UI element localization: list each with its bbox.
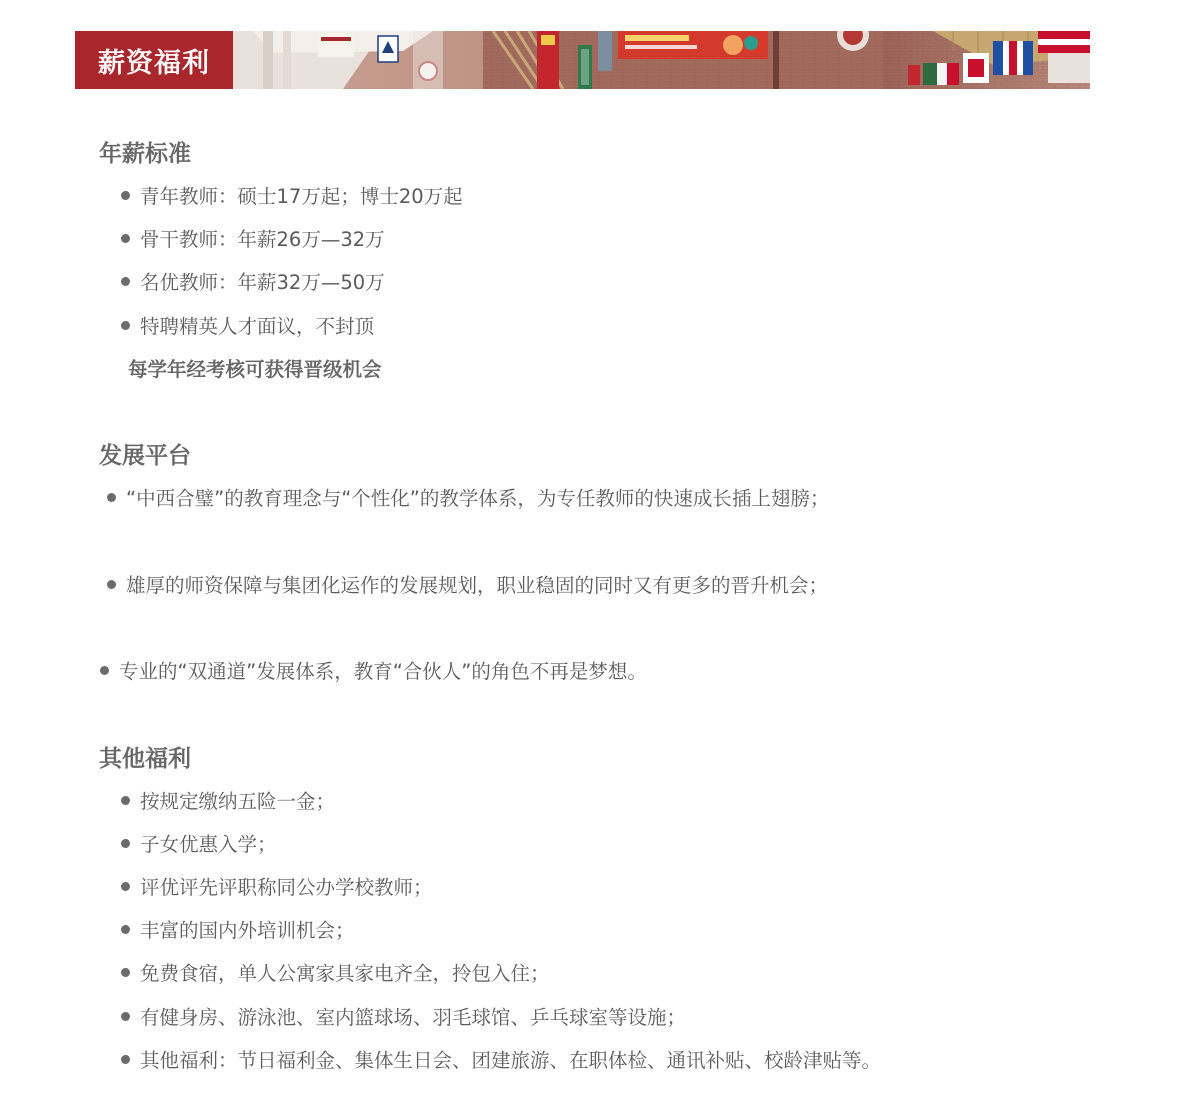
promotion-note: 每学年经考核可获得晋级机会: [128, 358, 382, 381]
bullet-icon: [121, 968, 130, 977]
list-item: [121, 270, 385, 296]
bullet-icon: [100, 666, 109, 675]
banner-photo: [233, 31, 1090, 89]
list-item-text: 评优评先评职称同公办学校教师；: [140, 876, 433, 899]
header-banner: [75, 31, 1090, 89]
list-item: [121, 1005, 686, 1031]
list-item: [121, 1048, 881, 1074]
list-item-text: “中西合璧”的教育理念与“个性化”的教学体系，为专任教师的快速成长插上翅膀；: [126, 487, 830, 510]
list-item-text: 有健身房、游泳池、室内篮球场、羽毛球馆、乒乓球室等设施；: [140, 1006, 687, 1029]
list-item: [121, 832, 277, 858]
list-item-text: 骨干教师：年薪26万—32万: [140, 228, 385, 251]
list-item: [107, 573, 828, 599]
section-title-benefits: 其他福利: [99, 746, 191, 772]
banner-title-box: [75, 31, 233, 89]
bullet-icon: [121, 882, 130, 891]
list-item: [121, 789, 335, 815]
bullet-icon: [121, 234, 130, 243]
list-item: [121, 875, 433, 901]
list-item-text: 按规定缴纳五险一金；: [140, 790, 336, 813]
bullet-icon: [107, 580, 116, 589]
bullet-icon: [107, 493, 116, 502]
bullet-icon: [121, 277, 130, 286]
bullet-icon: [121, 321, 130, 330]
list-item-text: 特聘精英人才面议，不封顶: [140, 315, 375, 338]
bullet-icon: [121, 191, 130, 200]
page-title: 薪资福利: [98, 47, 210, 79]
list-item-text: 雄厚的师资保障与集团化运作的发展规划，职业稳固的同时又有更多的晋升机会；: [126, 574, 829, 597]
list-item: [121, 227, 385, 253]
section-title-salary: 年薪标准: [99, 141, 191, 167]
list-item-text: 专业的“双通道”发展体系，教育“合伙人”的角色不再是梦想。: [119, 660, 647, 683]
list-item: [121, 314, 374, 340]
list-item-text: 名优教师：年薪32万—50万: [140, 271, 385, 294]
list-item-text: 免费食宿，单人公寓家具家电齐全，拎包入住；: [140, 962, 550, 985]
list-item: [107, 486, 829, 512]
list-item-text: 子女优惠入学；: [140, 833, 277, 856]
list-item-text: 青年教师：硕士17万起；博士20万起: [140, 185, 463, 208]
bullet-icon: [121, 925, 130, 934]
list-item: [121, 961, 550, 987]
bullet-icon: [121, 1055, 130, 1064]
bullet-icon: [121, 1012, 130, 1021]
list-item: [100, 659, 647, 685]
bullet-icon: [121, 796, 130, 805]
section-title-development: 发展平台: [99, 443, 191, 469]
list-item-text: 其他福利：节日福利金、集体生日会、团建旅游、在职体检、通讯补贴、校龄津贴等。: [140, 1049, 882, 1072]
list-item: [121, 184, 463, 210]
list-item-text: 丰富的国内外培训机会；: [140, 919, 355, 942]
bullet-icon: [121, 839, 130, 848]
list-item: [121, 918, 355, 944]
